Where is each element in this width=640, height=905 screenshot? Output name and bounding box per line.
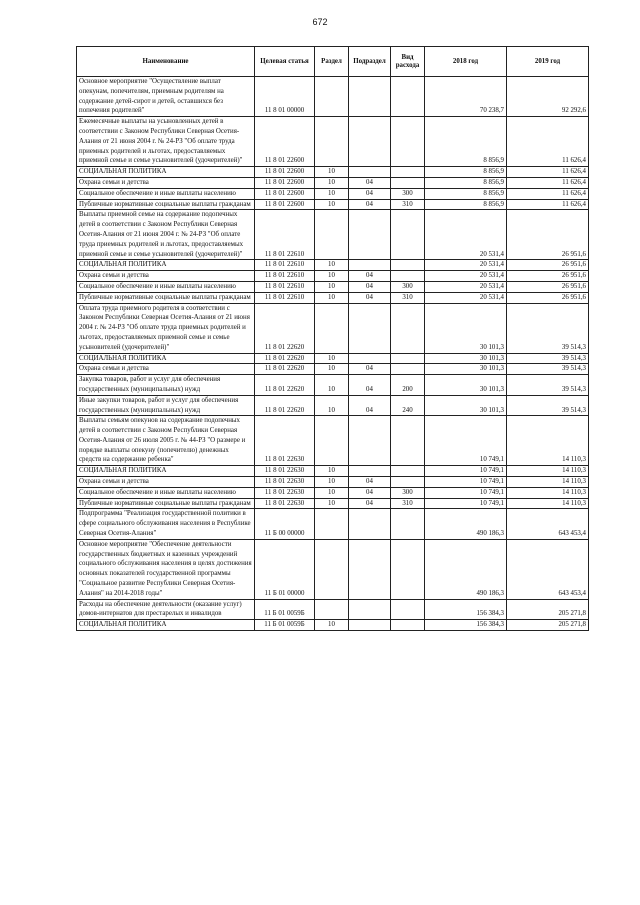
row-amount-2019: 14 110,3	[507, 416, 589, 466]
row-section: 10	[315, 281, 349, 292]
row-amount-2018: 10 749,1	[425, 498, 507, 509]
row-section	[315, 416, 349, 466]
row-amount-2019: 11 626,4	[507, 199, 589, 210]
row-amount-2019: 39 514,3	[507, 375, 589, 396]
row-name: СОЦИАЛЬНАЯ ПОЛИТИКА	[77, 620, 255, 631]
row-amount-2019: 92 292,6	[507, 77, 589, 117]
table-row	[77, 188, 589, 199]
row-amount-2018: 156 384,3	[425, 599, 507, 620]
row-expense-type	[391, 364, 425, 375]
row-amount-2019: 39 514,3	[507, 303, 589, 353]
row-section: 10	[315, 498, 349, 509]
row-amount-2018: 8 856,9	[425, 188, 507, 199]
table-row	[77, 177, 589, 188]
row-amount-2018: 8 856,9	[425, 167, 507, 178]
row-name: Социальное обеспечение и иные выплаты населению	[77, 487, 255, 498]
row-amount-2018: 20 531,4	[425, 292, 507, 303]
row-section: 10	[315, 353, 349, 364]
row-name: СОЦИАЛЬНАЯ ПОЛИТИКА	[77, 466, 255, 477]
budget-table	[76, 46, 589, 631]
row-section: 10	[315, 167, 349, 178]
row-target-code: 11 Б 01 00000	[255, 539, 315, 599]
row-expense-type	[391, 210, 425, 260]
row-target-code: 11 Б 01 0059Б	[255, 620, 315, 631]
row-amount-2019: 39 514,3	[507, 353, 589, 364]
row-name: СОЦИАЛЬНАЯ ПОЛИТИКА	[77, 353, 255, 364]
row-expense-type	[391, 271, 425, 282]
row-section: 10	[315, 364, 349, 375]
row-subsection	[349, 210, 391, 260]
row-subsection: 04	[349, 375, 391, 396]
row-expense-type	[391, 353, 425, 364]
row-amount-2019: 39 514,3	[507, 364, 589, 375]
row-expense-type: 310	[391, 498, 425, 509]
row-amount-2019: 643 453,4	[507, 509, 589, 539]
row-subsection	[349, 620, 391, 631]
row-name: Основное мероприятие "Обеспечение деятельности государственных бюджетных и казенных учреждений социального обслуживания населения в целях достижения основных показателей государственной программы "Социальное развитие Республики Северная Осетия-Алания" на 2014-2018 годы"	[77, 539, 255, 599]
row-target-code: 11 8 01 22630	[255, 466, 315, 477]
table-row	[77, 599, 589, 620]
table-row	[77, 364, 589, 375]
table-row	[77, 539, 589, 599]
row-amount-2019: 26 951,6	[507, 281, 589, 292]
row-expense-type	[391, 466, 425, 477]
row-subsection: 04	[349, 199, 391, 210]
row-target-code: 11 8 01 22600	[255, 199, 315, 210]
row-name: Закупка товаров, работ и услуг для обеспечения государственных (муниципальных) нужд	[77, 375, 255, 396]
row-subsection	[349, 260, 391, 271]
row-expense-type	[391, 177, 425, 188]
row-target-code: 11 8 01 22610	[255, 210, 315, 260]
row-section	[315, 77, 349, 117]
row-expense-type	[391, 599, 425, 620]
row-subsection	[349, 539, 391, 599]
row-amount-2019: 26 951,6	[507, 271, 589, 282]
table-row	[77, 509, 589, 539]
row-expense-type	[391, 416, 425, 466]
row-name: Социальное обеспечение и иные выплаты населению	[77, 188, 255, 199]
row-name: Социальное обеспечение и иные выплаты населению	[77, 281, 255, 292]
row-section: 10	[315, 292, 349, 303]
table-row	[77, 620, 589, 631]
row-target-code: 11 8 01 22620	[255, 353, 315, 364]
header-expense-type: Вид расхода	[391, 47, 425, 77]
table-row	[77, 303, 589, 353]
table-row	[77, 487, 589, 498]
row-subsection: 04	[349, 498, 391, 509]
row-target-code: 11 8 01 22610	[255, 260, 315, 271]
row-subsection	[349, 509, 391, 539]
row-expense-type	[391, 117, 425, 167]
row-section	[315, 117, 349, 167]
header-2019: 2019 год	[507, 47, 589, 77]
row-target-code: 11 8 01 22610	[255, 271, 315, 282]
table-row	[77, 260, 589, 271]
row-amount-2018: 8 856,9	[425, 117, 507, 167]
row-amount-2019: 14 110,3	[507, 498, 589, 509]
row-target-code: 11 8 01 22620	[255, 375, 315, 396]
row-target-code: 11 Б 00 00000	[255, 509, 315, 539]
row-name: Выплаты приемной семье на содержание подопечных детей в соответствии с Законом Республики Северная Осетия-Алания от 21 июня 2004 г. № 24-РЗ "Об оплате труда приемных родителей и льготах, предоставляемых приемной семье и семье усыновителей (удочерителей)"	[77, 210, 255, 260]
row-section: 10	[315, 375, 349, 396]
row-section: 10	[315, 199, 349, 210]
row-amount-2018: 156 384,3	[425, 620, 507, 631]
row-amount-2018: 70 238,7	[425, 77, 507, 117]
row-amount-2018: 10 749,1	[425, 487, 507, 498]
row-amount-2018: 20 531,4	[425, 260, 507, 271]
table-row	[77, 353, 589, 364]
header-row	[77, 47, 589, 77]
row-target-code: 11 8 01 22630	[255, 498, 315, 509]
row-amount-2018: 20 531,4	[425, 271, 507, 282]
row-expense-type	[391, 303, 425, 353]
table-row	[77, 498, 589, 509]
row-name: Иные закупки товаров, работ и услуг для обеспечения государственных (муниципальных) нужд	[77, 395, 255, 416]
row-target-code: 11 Б 01 0059Б	[255, 599, 315, 620]
row-target-code: 11 8 01 22610	[255, 292, 315, 303]
row-subsection	[349, 117, 391, 167]
row-name: Охрана семьи и детства	[77, 477, 255, 488]
row-subsection: 04	[349, 364, 391, 375]
row-amount-2019: 26 951,6	[507, 260, 589, 271]
header-name: Наименование	[77, 47, 255, 77]
row-target-code: 11 8 01 22630	[255, 477, 315, 488]
row-expense-type	[391, 77, 425, 117]
page-number: 672	[312, 17, 328, 27]
row-amount-2018: 30 101,3	[425, 303, 507, 353]
row-section: 10	[315, 620, 349, 631]
row-amount-2019: 26 951,6	[507, 292, 589, 303]
row-name: Публичные нормативные социальные выплаты гражданам	[77, 292, 255, 303]
table-row	[77, 199, 589, 210]
row-subsection: 04	[349, 177, 391, 188]
row-name: СОЦИАЛЬНАЯ ПОЛИТИКА	[77, 260, 255, 271]
row-target-code: 11 8 01 22620	[255, 395, 315, 416]
row-section	[315, 539, 349, 599]
row-expense-type: 200	[391, 375, 425, 396]
row-target-code: 11 8 01 22630	[255, 416, 315, 466]
row-section: 10	[315, 395, 349, 416]
row-amount-2019: 11 626,4	[507, 117, 589, 167]
header-2018: 2018 год	[425, 47, 507, 77]
row-name: Ежемесячные выплаты на усыновленных детей в соответствии с Законом Республики Северная Осетия-Алания от 21 июня 2004 г. № 24-РЗ "Об оплате труда приемных родителей и льготах, предоставляемых приемной семье и семье усыновителей (удочерителей)"	[77, 117, 255, 167]
row-expense-type: 300	[391, 281, 425, 292]
header-section: Раздел	[315, 47, 349, 77]
row-section: 10	[315, 188, 349, 199]
row-amount-2019: 11 626,4	[507, 177, 589, 188]
row-subsection: 04	[349, 292, 391, 303]
row-expense-type	[391, 539, 425, 599]
header-subsection: Подраздел	[349, 47, 391, 77]
row-name: Охрана семьи и детства	[77, 177, 255, 188]
row-amount-2019: 11 626,4	[507, 167, 589, 178]
row-target-code: 11 8 01 22600	[255, 177, 315, 188]
table-row	[77, 210, 589, 260]
table-row	[77, 167, 589, 178]
row-expense-type	[391, 167, 425, 178]
row-section: 10	[315, 487, 349, 498]
row-expense-type: 300	[391, 188, 425, 199]
table-row	[77, 466, 589, 477]
row-name: СОЦИАЛЬНАЯ ПОЛИТИКА	[77, 167, 255, 178]
row-section	[315, 509, 349, 539]
row-subsection: 04	[349, 477, 391, 488]
row-expense-type: 310	[391, 199, 425, 210]
row-expense-type: 240	[391, 395, 425, 416]
row-amount-2018: 8 856,9	[425, 199, 507, 210]
table-row	[77, 477, 589, 488]
row-section: 10	[315, 177, 349, 188]
row-subsection	[349, 303, 391, 353]
table-row	[77, 375, 589, 396]
row-name: Публичные нормативные социальные выплаты гражданам	[77, 498, 255, 509]
row-subsection	[349, 466, 391, 477]
row-name: Выплаты семьям опекунов на содержание подопечных детей в соответствии с Законом Республики Северная Осетия-Алания от 26 июля 2005 г. № 44-РЗ "О размере и порядке выплаты опекуну (попечителю) денежных средств на содержание ребенка"	[77, 416, 255, 466]
row-target-code: 11 8 01 22620	[255, 364, 315, 375]
row-name: Подпрограмма "Реализация государственной политики в сфере социального обслуживания населения в Республике Северная Осетия-Алания"	[77, 509, 255, 539]
row-target-code: 11 8 01 22600	[255, 167, 315, 178]
row-amount-2019: 14 110,3	[507, 477, 589, 488]
row-amount-2019: 205 271,8	[507, 620, 589, 631]
row-subsection: 04	[349, 281, 391, 292]
row-subsection: 04	[349, 271, 391, 282]
row-amount-2019: 26 951,6	[507, 210, 589, 260]
row-section: 10	[315, 477, 349, 488]
row-expense-type: 310	[391, 292, 425, 303]
table-row	[77, 271, 589, 282]
row-section	[315, 599, 349, 620]
row-amount-2019: 14 110,3	[507, 466, 589, 477]
row-amount-2019: 205 271,8	[507, 599, 589, 620]
row-name: Расходы на обеспечение деятельности (оказание услуг) домов-интернатов для престарелых и инвалидов	[77, 599, 255, 620]
row-name: Публичные нормативные социальные выплаты гражданам	[77, 199, 255, 210]
row-target-code: 11 8 01 22630	[255, 487, 315, 498]
row-amount-2018: 30 101,3	[425, 353, 507, 364]
row-target-code: 11 8 01 22600	[255, 188, 315, 199]
row-amount-2018: 10 749,1	[425, 466, 507, 477]
row-expense-type	[391, 509, 425, 539]
row-name: Оплата труда приемного родителя в соответствии с Законом Республики Северная Осетия-Алания от 21 июня 2004 г. № 24-РЗ "Об оплате труда приемных родителей и льготах, предоставляемых приемной семье и семье усыновителей (удочерителей)"	[77, 303, 255, 353]
table-row	[77, 117, 589, 167]
table-row	[77, 281, 589, 292]
row-subsection: 04	[349, 487, 391, 498]
row-amount-2018: 490 186,3	[425, 509, 507, 539]
row-name: Охрана семьи и детства	[77, 271, 255, 282]
row-amount-2018: 20 531,4	[425, 281, 507, 292]
row-amount-2019: 39 514,3	[507, 395, 589, 416]
row-expense-type	[391, 477, 425, 488]
row-section	[315, 210, 349, 260]
row-subsection: 04	[349, 395, 391, 416]
row-amount-2018: 10 749,1	[425, 416, 507, 466]
row-subsection	[349, 599, 391, 620]
row-target-code: 11 8 01 22610	[255, 281, 315, 292]
row-amount-2018: 8 856,9	[425, 177, 507, 188]
row-name: Основное мероприятие "Осуществление выплат опекунам, попечителям, приемным родителям на содержание детей-сирот и детей, оставшихся без попечения родителей"	[77, 77, 255, 117]
header-target: Целевая статья	[255, 47, 315, 77]
table-row	[77, 416, 589, 466]
row-name: Охрана семьи и детства	[77, 364, 255, 375]
row-amount-2018: 10 749,1	[425, 477, 507, 488]
row-expense-type	[391, 260, 425, 271]
row-section	[315, 303, 349, 353]
table-row	[77, 77, 589, 117]
row-amount-2018: 490 186,3	[425, 539, 507, 599]
row-subsection	[349, 353, 391, 364]
row-subsection	[349, 416, 391, 466]
row-subsection: 04	[349, 188, 391, 199]
row-section: 10	[315, 466, 349, 477]
row-expense-type: 300	[391, 487, 425, 498]
row-amount-2019: 11 626,4	[507, 188, 589, 199]
row-target-code: 11 8 01 22600	[255, 117, 315, 167]
row-target-code: 11 8 01 22620	[255, 303, 315, 353]
row-subsection	[349, 167, 391, 178]
row-subsection	[349, 77, 391, 117]
row-target-code: 11 8 01 00000	[255, 77, 315, 117]
row-amount-2019: 643 453,4	[507, 539, 589, 599]
row-amount-2018: 30 101,3	[425, 395, 507, 416]
row-section: 10	[315, 271, 349, 282]
row-amount-2019: 14 110,3	[507, 487, 589, 498]
row-expense-type	[391, 620, 425, 631]
row-section: 10	[315, 260, 349, 271]
row-amount-2018: 30 101,3	[425, 375, 507, 396]
row-amount-2018: 30 101,3	[425, 364, 507, 375]
table-row	[77, 292, 589, 303]
row-amount-2018: 20 531,4	[425, 210, 507, 260]
table-row	[77, 395, 589, 416]
